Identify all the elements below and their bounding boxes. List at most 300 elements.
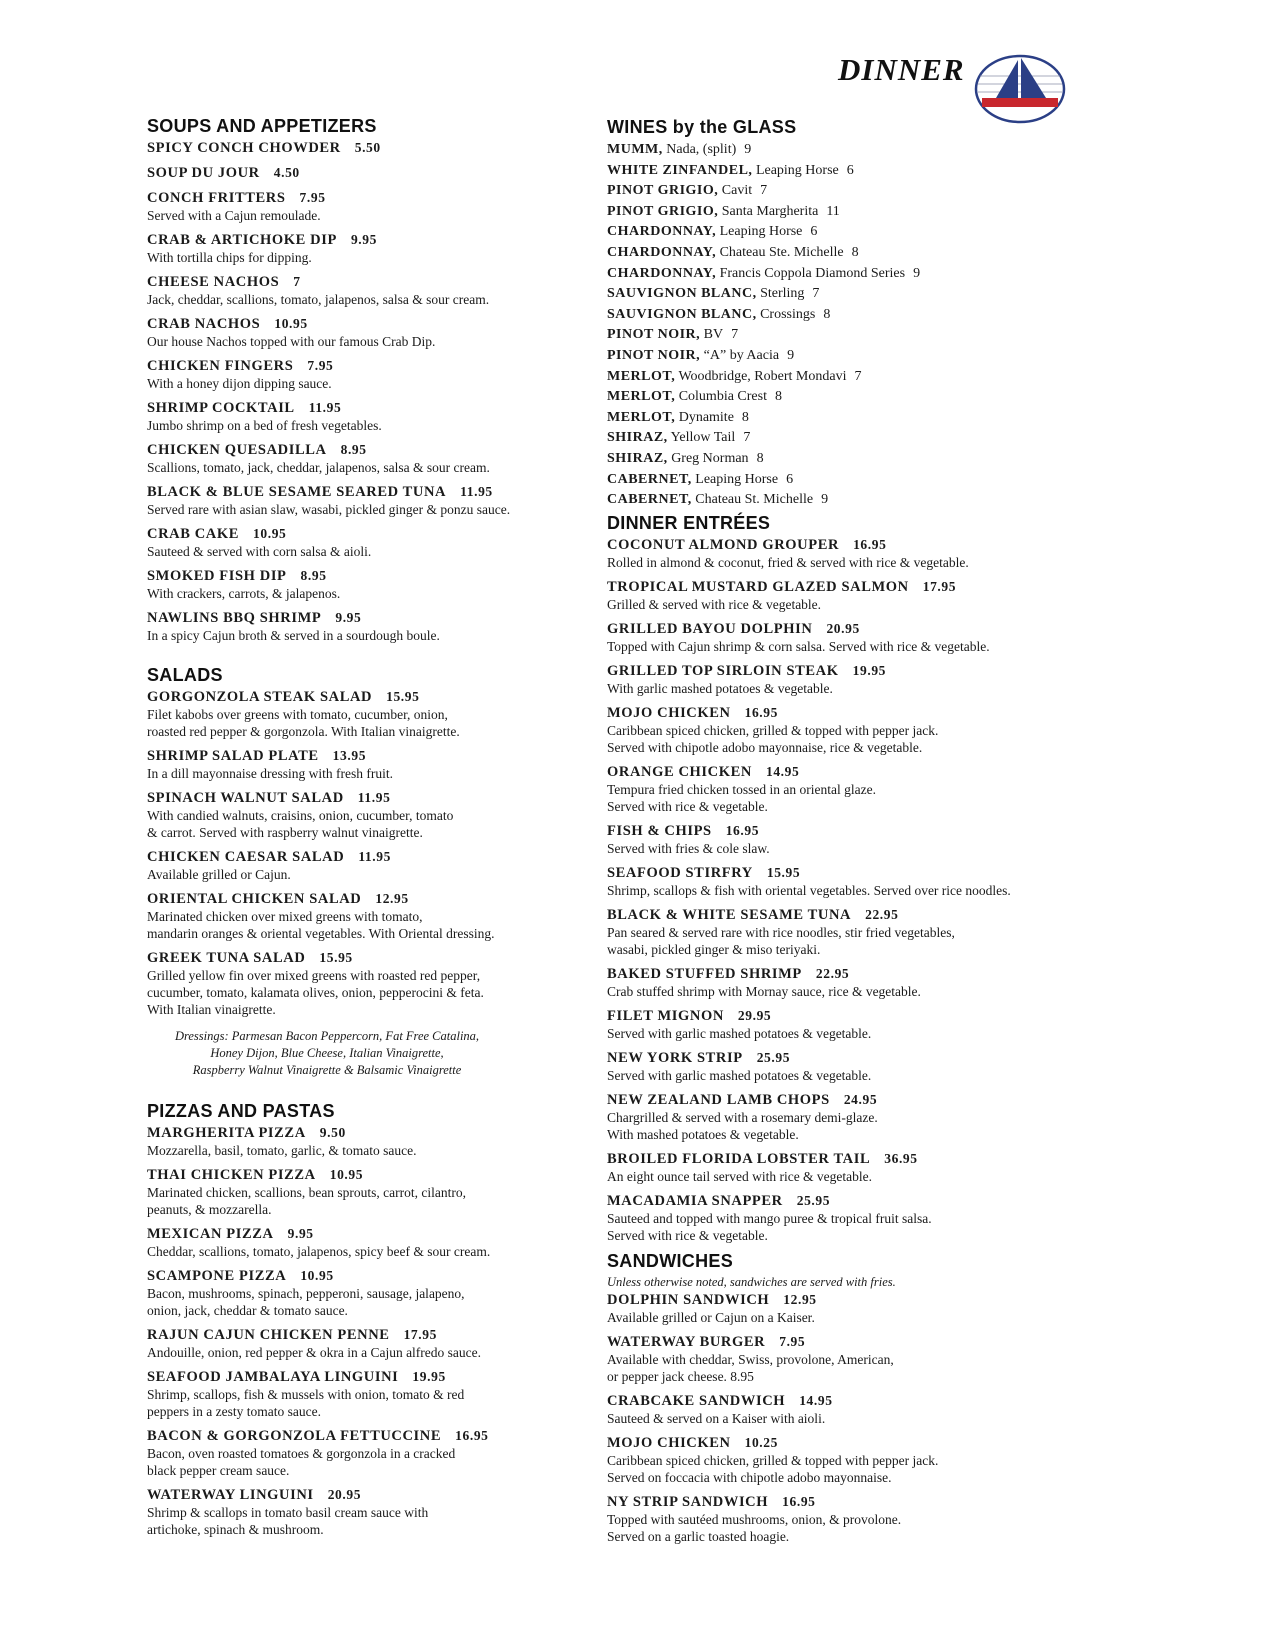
item-price: 12.95 xyxy=(375,891,409,906)
menu-item xyxy=(147,1225,527,1260)
pizzas-heading: PIZZAS AND PASTAS xyxy=(147,1101,335,1121)
menu-item-title xyxy=(607,1392,1011,1410)
item-name: NEW YORK STRIP xyxy=(607,1049,743,1066)
item-description: In a dill mayonnaise dressing with fresh fruit. xyxy=(147,766,393,781)
item-description: Served on a garlic toasted hoagie. xyxy=(607,1528,790,1544)
wine-item xyxy=(607,305,1011,326)
menu-item xyxy=(147,949,527,1018)
wine-list xyxy=(607,140,1011,511)
wine-detail: Nada, (split) xyxy=(666,142,737,157)
wine-name: MERLOT, xyxy=(607,409,676,425)
menu-item-title xyxy=(607,1434,1011,1452)
item-description: Served with rice & vegetable. xyxy=(607,798,768,814)
item-price: 19.95 xyxy=(412,1369,446,1384)
item-name: BACON & GORGONZOLA FETTUCCINE xyxy=(147,1428,442,1444)
item-description: Served with garlic mashed potatoes & vegetable. xyxy=(607,1025,872,1041)
item-price: 13.95 xyxy=(332,748,367,763)
wine-price: 8 xyxy=(851,244,859,260)
item-price: 10.25 xyxy=(744,1434,778,1450)
menu-item xyxy=(147,688,527,740)
item-description: Served with garlic mashed potatoes & vegetable. xyxy=(607,1067,872,1083)
menu-item-title xyxy=(147,483,527,501)
menu-item xyxy=(147,1326,527,1361)
menu-item xyxy=(147,483,527,518)
item-price: 15.95 xyxy=(386,689,420,704)
wine-item xyxy=(607,428,1011,449)
sandwiches-heading: SANDWICHES xyxy=(607,1250,734,1271)
item-price: 22.95 xyxy=(865,906,899,922)
menu-item xyxy=(607,662,1011,697)
item-name: SHRIMP SALAD PLATE xyxy=(147,748,319,764)
wine-item xyxy=(607,264,1011,285)
item-name: MOJO CHICKEN xyxy=(607,1434,731,1451)
menu-item xyxy=(607,906,1011,958)
item-price: 7.95 xyxy=(779,1333,806,1349)
menu-item-title xyxy=(147,1486,527,1504)
item-name: COCONUT ALMOND GROUPER xyxy=(607,536,840,553)
item-name: BAKED STUFFED SHRIMP xyxy=(607,965,802,982)
menu-item-title xyxy=(147,315,527,333)
item-description: Bacon, mushrooms, spinach, pepperoni, sausage, jalapeno, xyxy=(147,1286,465,1301)
item-name: GRILLED BAYOU DOLPHIN xyxy=(607,620,813,637)
item-price: 10.95 xyxy=(300,1268,334,1283)
item-list xyxy=(147,1124,527,1538)
item-name: SCAMPONE PIZZA xyxy=(147,1268,287,1284)
wine-item xyxy=(607,346,1011,367)
menu-item-title xyxy=(147,1368,527,1386)
item-description: With crackers, carrots, & jalapenos. xyxy=(147,586,341,601)
item-description: Served on foccacia with chipotle adobo mayonnaise. xyxy=(607,1469,892,1485)
item-price: 4.50 xyxy=(273,165,300,180)
wine-name: MERLOT, xyxy=(607,389,676,405)
wine-name: MERLOT, xyxy=(607,368,676,384)
menu-item xyxy=(147,789,527,841)
left-column xyxy=(147,116,527,1545)
item-description: Crab stuffed shrimp with Mornay sauce, rice & vegetable. xyxy=(607,983,921,999)
item-price: 16.95 xyxy=(782,1493,816,1509)
wine-price: 8 xyxy=(741,409,749,425)
item-name: BROILED FLORIDA LOBSTER TAIL xyxy=(607,1150,871,1167)
menu-item xyxy=(147,1486,527,1538)
wine-detail: Yellow Tail xyxy=(670,430,736,446)
menu-item xyxy=(607,536,1011,571)
item-description: Marinated chicken, scallions, bean sprouts, carrot, cilantro, xyxy=(147,1185,467,1200)
item-name: NAWLINS BBQ SHRIMP xyxy=(147,610,322,626)
menu-item-title xyxy=(607,1150,1011,1168)
item-description: Shrimp, scallops, fish & mussels with onion, tomato & red xyxy=(147,1387,465,1402)
menu-item xyxy=(147,139,527,157)
item-name: TROPICAL MUSTARD GLAZED SALMON xyxy=(607,578,909,595)
menu-item-title xyxy=(147,688,527,706)
wine-name: PINOT GRIGIO, xyxy=(607,203,719,219)
menu-item-title xyxy=(607,1049,1011,1067)
wine-detail: Dynamite xyxy=(678,409,734,425)
menu-item xyxy=(147,441,527,476)
item-name: CRAB NACHOS xyxy=(147,316,261,332)
item-description: Shrimp, scallops & fish with oriental vegetables. Served over rice noodles. xyxy=(607,882,1011,898)
item-description: Cheddar, scallions, tomato, jalapenos, spicy beef & sour cream. xyxy=(147,1244,491,1259)
menu-item-title xyxy=(607,822,1011,840)
item-description: Served with a Cajun remoulade. xyxy=(147,208,321,223)
wine-name: PINOT NOIR, xyxy=(607,327,701,343)
menu-item xyxy=(147,1427,527,1479)
menu-item-title xyxy=(147,231,527,249)
item-description: In a spicy Cajun broth & served in a sourdough boule. xyxy=(147,628,440,643)
item-name: SEAFOOD JAMBALAYA LINGUINI xyxy=(147,1369,399,1385)
menu-item xyxy=(607,704,1011,756)
item-description: Sauteed & served on a Kaiser with aioli. xyxy=(607,1410,826,1426)
wine-price: 9 xyxy=(821,492,829,508)
wine-price: 7 xyxy=(743,430,751,446)
item-description: & carrot. Served with raspberry walnut vinaigrette. xyxy=(147,825,423,840)
item-name: WATERWAY LINGUINI xyxy=(147,1487,314,1503)
menu-item-title xyxy=(147,747,527,765)
item-price: 19.95 xyxy=(852,662,887,678)
dressings-line: Raspberry Walnut Vinaigrette & Balsamic Vinaigrette xyxy=(192,1063,462,1077)
menu-item xyxy=(607,1333,1011,1385)
item-price: 16.95 xyxy=(853,536,887,552)
item-description: An eight ounce tail served with rice & vegetable. xyxy=(607,1168,873,1184)
item-name: GRILLED TOP SIRLOIN STEAK xyxy=(607,662,839,679)
item-price: 14.95 xyxy=(765,763,800,779)
item-price: 11.95 xyxy=(357,790,391,805)
menu-item xyxy=(147,525,527,560)
item-name: ORANGE CHICKEN xyxy=(607,763,752,780)
wine-name: SAUVIGNON BLANC, xyxy=(607,306,757,322)
item-description: With Italian vinaigrette. xyxy=(147,1002,276,1017)
menu-item xyxy=(607,1392,1011,1427)
menu-item-title xyxy=(147,1124,527,1142)
menu-item-title xyxy=(607,1291,1011,1309)
wine-name: CABERNET, xyxy=(607,492,692,508)
menu-item-title xyxy=(607,1333,1011,1351)
item-description: Marinated chicken over mixed greens with tomato, xyxy=(147,909,423,924)
item-description: Served with fries & cole slaw. xyxy=(607,840,770,856)
menu-item-title xyxy=(607,1493,1011,1511)
item-name: BLACK & BLUE SESAME SEARED TUNA xyxy=(147,484,447,500)
item-name: CRAB CAKE xyxy=(147,526,240,542)
sandwiches-note: Unless otherwise noted, sandwiches are served with fries. xyxy=(607,1274,896,1289)
menu-item xyxy=(147,164,527,182)
wine-price: 7 xyxy=(760,183,768,199)
wine-price: 8 xyxy=(756,450,764,466)
item-price: 25.95 xyxy=(756,1049,791,1065)
item-description: Jumbo shrimp on a bed of fresh vegetables. xyxy=(147,418,382,433)
item-description: roasted red pepper & gorgonzola. With Italian vinaigrette. xyxy=(147,724,460,739)
menu-item xyxy=(607,1150,1011,1185)
menu-item-title xyxy=(147,273,527,291)
menu-item-title xyxy=(147,525,527,543)
menu-item-title xyxy=(147,1225,527,1243)
pizzas-section xyxy=(147,1101,527,1538)
wine-detail: Cavit xyxy=(721,183,753,199)
wine-name: CABERNET, xyxy=(607,471,692,487)
item-description: Andouille, onion, red pepper & okra in a Cajun alfredo sauce. xyxy=(147,1345,482,1360)
item-price: 7.95 xyxy=(307,358,334,373)
item-name: SHRIMP COCKTAIL xyxy=(147,400,295,416)
menu-item-title xyxy=(147,890,527,908)
menu-item-title xyxy=(607,906,1011,924)
item-name: FISH & CHIPS xyxy=(607,822,712,839)
item-price: 29.95 xyxy=(737,1007,772,1023)
item-description: Our house Nachos topped with our famous Crab Dip. xyxy=(147,334,436,349)
item-description: Mozzarella, basil, tomato, garlic, & tomato sauce. xyxy=(147,1143,417,1158)
menu-item-title xyxy=(607,662,1011,680)
item-description: Bacon, oven roasted tomatoes & gorgonzola in a cracked xyxy=(147,1446,456,1461)
menu-item xyxy=(607,1049,1011,1084)
item-description: peanuts, & mozzarella. xyxy=(147,1202,272,1217)
salads-heading: SALADS xyxy=(147,665,223,685)
wine-price: 8 xyxy=(774,389,782,405)
wine-detail: Crossings xyxy=(760,306,816,322)
item-description: artichoke, spinach & mushroom. xyxy=(147,1522,324,1537)
menu-item xyxy=(607,1007,1011,1042)
menu-item-title xyxy=(607,864,1011,882)
item-description: Shrimp & scallops in tomato basil cream sauce with xyxy=(147,1505,429,1520)
right-column xyxy=(607,117,1011,1552)
wine-price: 7 xyxy=(812,286,820,302)
item-list xyxy=(147,688,527,1018)
wine-item xyxy=(607,490,1011,511)
item-name: CHICKEN FINGERS xyxy=(147,358,294,374)
wine-item xyxy=(607,367,1011,388)
item-description: Served with chipotle adobo mayonnaise, rice & vegetable. xyxy=(607,739,923,755)
menu-item-title xyxy=(607,965,1011,983)
item-name: THAI CHICKEN PIZZA xyxy=(147,1167,316,1183)
wine-detail: Francis Coppola Diamond Series xyxy=(719,265,906,281)
item-price: 11.95 xyxy=(460,484,493,499)
menu-item-title xyxy=(147,609,527,627)
item-price: 20.95 xyxy=(826,620,860,636)
soups-section xyxy=(147,116,527,644)
wine-item xyxy=(607,222,1011,243)
item-name: FILET MIGNON xyxy=(607,1007,724,1024)
menu-item-title xyxy=(607,763,1011,781)
item-description: Rolled in almond & coconut, fried & served with rice & vegetable. xyxy=(607,554,969,570)
item-name: SEAFOOD STIRFRY xyxy=(607,864,753,881)
wine-name: SHIRAZ, xyxy=(607,430,668,446)
item-description: Caribbean spiced chicken, grilled & topped with pepper jack. xyxy=(607,722,939,738)
item-price: 7 xyxy=(293,274,301,289)
item-description: Jack, cheddar, scallions, tomato, jalapenos, salsa & sour cream. xyxy=(147,292,490,307)
menu-item xyxy=(607,1434,1011,1486)
menu-item xyxy=(147,273,527,308)
item-name: SOUP DU JOUR xyxy=(147,165,260,181)
menu-item-title xyxy=(147,139,527,157)
menu-item xyxy=(147,567,527,602)
wine-detail: Sterling xyxy=(760,286,805,302)
item-description: Tempura fried chicken tossed in an oriental glaze. xyxy=(607,781,876,797)
item-description: Grilled & served with rice & vegetable. xyxy=(607,596,822,612)
item-list xyxy=(147,139,527,644)
item-description: Available with cheddar, Swiss, provolone, American, xyxy=(607,1351,894,1367)
item-description: peppers in a zesty tomato sauce. xyxy=(147,1404,321,1419)
item-description: With candied walnuts, craisins, onion, cucumber, tomato xyxy=(147,808,454,823)
item-description: black pepper cream sauce. xyxy=(147,1463,290,1478)
item-description: Caribbean spiced chicken, grilled & topped with pepper jack. xyxy=(607,1452,939,1468)
item-description: With tortilla chips for dipping. xyxy=(147,250,312,265)
wine-detail: Leaping Horse xyxy=(695,471,779,487)
wine-price: 9 xyxy=(787,347,795,363)
menu-item xyxy=(147,1124,527,1159)
wine-name: CHARDONNAY, xyxy=(607,244,717,260)
wine-item xyxy=(607,243,1011,264)
menu-item-title xyxy=(607,1007,1011,1025)
item-price: 20.95 xyxy=(327,1487,362,1502)
wine-item xyxy=(607,140,1011,161)
item-description: onion, jack, cheddar & tomato sauce. xyxy=(147,1303,348,1318)
item-price: 9.95 xyxy=(335,610,362,625)
wine-detail: Leaping Horse xyxy=(719,224,803,240)
menu-item xyxy=(147,1166,527,1218)
item-name: MOJO CHICKEN xyxy=(607,704,731,721)
menu-item xyxy=(147,1267,527,1319)
wine-name: PINOT GRIGIO, xyxy=(607,183,719,199)
menu-item-title xyxy=(147,1166,527,1184)
item-price: 14.95 xyxy=(799,1392,833,1408)
wine-name: SAUVIGNON BLANC, xyxy=(607,286,757,302)
item-price: 36.95 xyxy=(884,1150,918,1166)
wine-name: WHITE ZINFANDEL, xyxy=(607,162,753,178)
wine-item xyxy=(607,284,1011,305)
wine-price: 7 xyxy=(854,368,862,384)
item-list xyxy=(607,536,1011,1244)
menu-item xyxy=(607,1291,1011,1326)
menu-item-title xyxy=(147,1267,527,1285)
menu-item-title xyxy=(147,1427,527,1445)
item-name: SPINACH WALNUT SALAD xyxy=(147,790,344,806)
menu-item-title xyxy=(147,789,527,807)
item-price: 22.95 xyxy=(815,965,850,981)
menu-item xyxy=(147,189,527,224)
item-price: 10.95 xyxy=(329,1167,364,1182)
item-price: 15.95 xyxy=(766,864,801,880)
item-name: MARGHERITA PIZZA xyxy=(147,1125,306,1141)
menu-item-title xyxy=(607,704,1011,722)
wine-price: 6 xyxy=(786,471,794,487)
item-name: CONCH FRITTERS xyxy=(147,190,286,206)
menu-item-title xyxy=(147,949,527,967)
menu-item xyxy=(147,747,527,782)
wine-detail: Leaping Horse xyxy=(755,162,839,178)
item-name: SPICY CONCH CHOWDER xyxy=(147,140,341,156)
wine-item xyxy=(607,161,1011,182)
wine-detail: Greg Norman xyxy=(671,450,749,466)
item-price: 17.95 xyxy=(922,578,957,594)
menu-item xyxy=(147,890,527,942)
item-description: With garlic mashed potatoes & vegetable. xyxy=(607,680,833,696)
wine-item xyxy=(607,470,1011,491)
wine-price: 6 xyxy=(810,224,818,240)
item-name: NY STRIP SANDWICH xyxy=(607,1493,769,1510)
item-description: wasabi, pickled ginger & miso teriyaki. xyxy=(607,941,821,957)
item-name: CHICKEN CAESAR SALAD xyxy=(147,849,345,865)
menu-item xyxy=(607,578,1011,613)
dressings-line: Honey Dijon, Blue Cheese, Italian Vinaigrette, xyxy=(210,1046,444,1060)
menu-item xyxy=(607,620,1011,655)
wine-detail: Woodbridge, Robert Mondavi xyxy=(678,368,847,384)
wine-detail: Chateau Ste. Michelle xyxy=(719,244,844,260)
item-price: 9.95 xyxy=(287,1226,314,1241)
item-price: 10.95 xyxy=(253,526,287,541)
menu-item-title xyxy=(607,620,1011,638)
salads-section xyxy=(147,665,527,1079)
item-name: CRABCAKE SANDWICH xyxy=(607,1392,786,1409)
item-price: 16.95 xyxy=(455,1428,489,1443)
wine-name: CHARDONNAY, xyxy=(607,224,717,240)
item-name: NEW ZEALAND LAMB CHOPS xyxy=(607,1091,830,1108)
item-price: 7.95 xyxy=(299,190,326,205)
menu-item-title xyxy=(147,567,527,585)
menu-item xyxy=(607,864,1011,899)
item-description: Topped with Cajun shrimp & corn salsa. Served with rice & vegetable. xyxy=(607,638,990,654)
item-list xyxy=(607,1291,1011,1545)
item-name: CHICKEN QUESADILLA xyxy=(147,442,327,458)
item-price: 24.95 xyxy=(843,1091,878,1107)
entrees-heading: DINNER ENTRÉES xyxy=(607,512,771,533)
menu-item-title xyxy=(147,1326,527,1344)
item-description: Available grilled or Cajun. xyxy=(147,867,291,882)
item-description: Chargrilled & served with a rosemary demi-glaze. xyxy=(607,1109,878,1125)
dressings-line: Dressings: Parmesan Bacon Peppercorn, Fat Free Catalina, xyxy=(174,1029,480,1043)
item-price: 8.95 xyxy=(300,568,327,583)
item-price: 11.95 xyxy=(358,849,391,864)
item-name: BLACK & WHITE SESAME TUNA xyxy=(607,906,852,923)
item-description: Sauteed & served with corn salsa & aioli. xyxy=(147,544,372,559)
wines-section xyxy=(607,117,1011,511)
menu-item xyxy=(147,315,527,350)
item-price: 10.95 xyxy=(274,316,308,331)
item-description: With a honey dijon dipping sauce. xyxy=(147,376,332,391)
wine-item xyxy=(607,325,1011,346)
wine-detail: “A” by Aacia xyxy=(703,347,780,363)
wine-price: 7 xyxy=(731,327,739,343)
sandwiches-section xyxy=(607,1251,1011,1545)
wine-price: 8 xyxy=(823,306,831,322)
waterway-cafe-logo xyxy=(974,54,1066,124)
menu-item xyxy=(147,1368,527,1420)
entrees-section xyxy=(607,513,1011,1244)
item-name: WATERWAY BURGER xyxy=(607,1333,766,1350)
menu-item xyxy=(607,1192,1011,1244)
item-name: CRAB & ARTICHOKE DIP xyxy=(147,232,337,248)
wine-price: 11 xyxy=(826,203,840,219)
item-description: Topped with sautéed mushrooms, onion, & provolone. xyxy=(607,1511,902,1527)
wine-detail: Chateau St. Michelle xyxy=(695,492,814,508)
item-description: mandarin oranges & oriental vegetables. With Oriental dressing. xyxy=(147,926,495,941)
menu-item-title xyxy=(147,189,527,207)
item-description: Grilled yellow fin over mixed greens with roasted red pepper, xyxy=(147,968,481,983)
menu-item-title xyxy=(607,578,1011,596)
wine-price: 9 xyxy=(744,142,752,157)
wine-name: SHIRAZ, xyxy=(607,450,668,466)
wine-item xyxy=(607,202,1011,223)
item-price: 11.95 xyxy=(308,400,342,415)
item-description: cucumber, tomato, kalamata olives, onion, pepperocini & feta. xyxy=(147,985,484,1000)
soups-heading: SOUPS AND APPETIZERS xyxy=(147,116,377,136)
menu-item-title xyxy=(607,1192,1011,1210)
menu-item xyxy=(147,231,527,266)
menu-item xyxy=(607,822,1011,857)
menu-item-title xyxy=(147,441,527,459)
item-name: MACADAMIA SNAPPER xyxy=(607,1192,783,1209)
item-price: 12.95 xyxy=(783,1291,817,1307)
item-description: Available grilled or Cajun on a Kaiser. xyxy=(607,1309,815,1325)
wine-detail: Santa Margherita xyxy=(721,203,819,219)
menu-item xyxy=(607,1493,1011,1545)
item-price: 25.95 xyxy=(796,1192,831,1208)
dressings-note xyxy=(127,1028,527,1079)
